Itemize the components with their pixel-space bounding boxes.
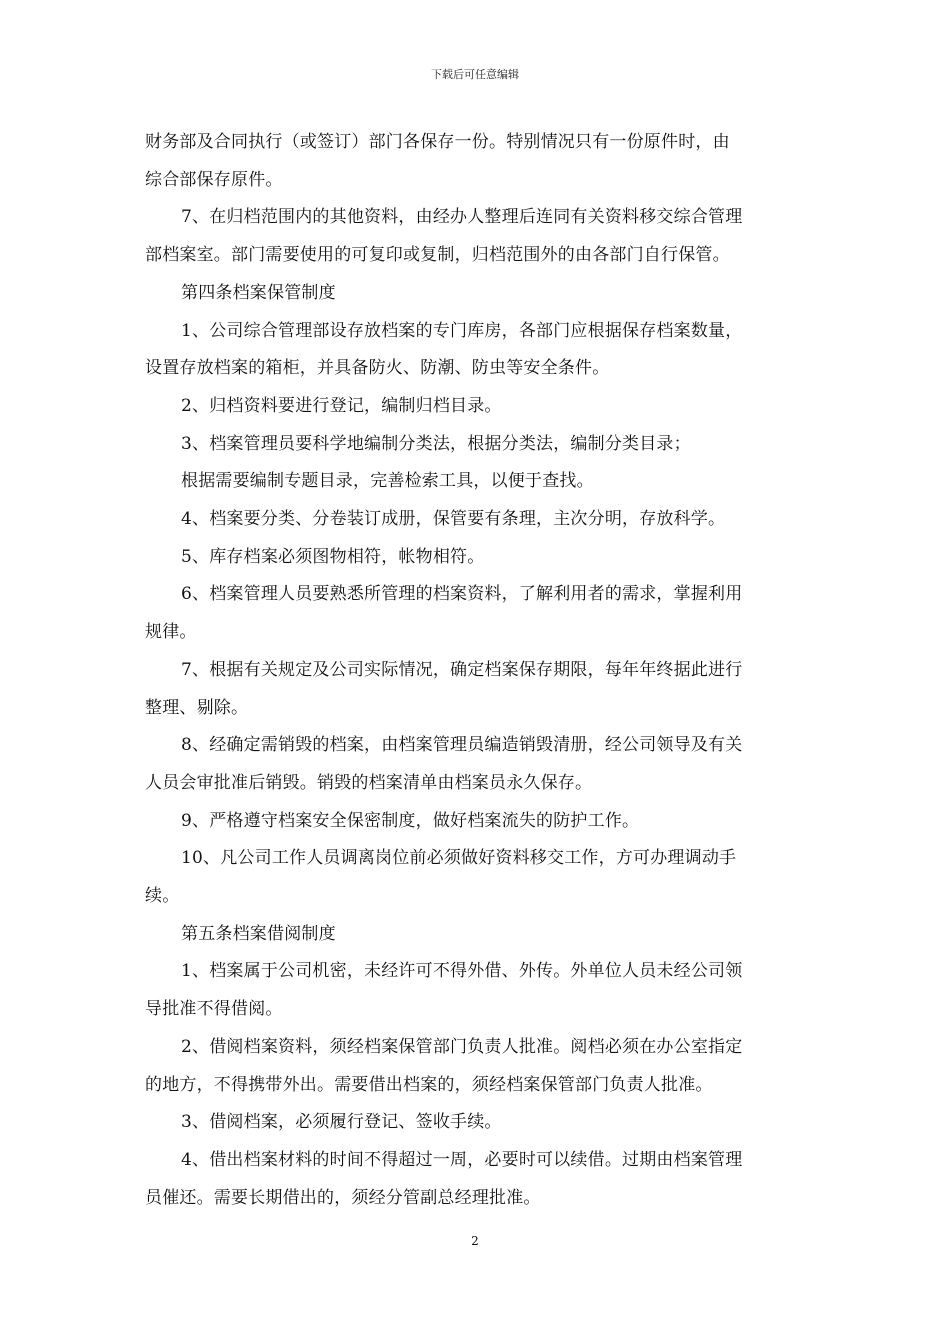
page-number: 2: [471, 1234, 479, 1248]
text-line: 2、借阅档案资料，须经档案保管部门负责人批准。阅档必须在办公室指定: [181, 1036, 743, 1057]
text-line: 7、根据有关规定及公司实际情况，确定档案保存期限，每年年终据此进行: [181, 659, 743, 680]
text-line: 4、借出档案材料的时间不得超过一周，必要时可以续借。过期由档案管理: [181, 1149, 743, 1170]
text-line: 4、档案要分类、分卷装订成册，保管要有条理，主次分明，存放科学。: [181, 509, 726, 530]
text-line: 人员会审批准后销毁。销毁的档案清单由档案员永久保存。: [145, 772, 593, 793]
text-line: 2、归档资料要进行登记，编制归档目录。: [181, 395, 502, 416]
text-line: 部档案室。部门需要使用的可复印或复制，归档范围外的由各部门自行保管。: [145, 245, 730, 266]
text-line: 整理、剔除。: [145, 697, 249, 718]
text-line: 续。: [145, 886, 180, 907]
text-line: 设置存放档案的箱柜，并具备防火、防潮、防虫等安全条件。: [145, 358, 610, 379]
text-line: 8、经确定需销毁的档案，由档案管理员编造销毁清册，经公司领导及有关: [181, 735, 743, 756]
text-line: 员催还。需要长期借出的，须经分管副总经理批准。: [145, 1187, 541, 1208]
text-line: 规律。: [145, 622, 197, 643]
text-line: 9、严格遵守档案安全保密制度，做好档案流失的防护工作。: [181, 810, 640, 831]
section-heading: 第五条档案借阅制度: [181, 923, 336, 944]
text-line: 的地方，不得携带外出。需要借出档案的，须经档案保管部门负责人批准。: [145, 1074, 713, 1095]
text-line: 3、档案管理员要科学地编制分类法，根据分类法，编制分类目录；: [181, 433, 691, 454]
text-line: 财务部及合同执行（或签订）部门各保存一份。特别情况只有一份原件时，由: [145, 132, 730, 152]
text-line: 1、公司综合管理部设存放档案的专门库房，各部门应根据保存档案数量，: [181, 320, 743, 341]
text-line: 7、在归档范围内的其他资料，由经办人整理后连同有关资料移交综合管理: [181, 207, 743, 228]
text-line: 5、库存档案必须图物相符，帐物相符。: [181, 546, 485, 567]
section-heading: 第四条档案保管制度: [181, 282, 336, 303]
text-line: 综合部保存原件。: [145, 169, 283, 190]
text-line: 3、借阅档案，必须履行登记、签收手续。: [181, 1112, 502, 1133]
document-body: [145, 124, 810, 1217]
text-line: 6、档案管理人员要熟悉所管理的档案资料，了解利用者的需求，掌握利用: [181, 584, 743, 605]
text-line: 10、凡公司工作人员调离岗位前必须做好资料移交工作，方可办理调动手: [181, 848, 737, 869]
page-header-note: 下载后可任意编辑: [431, 68, 519, 81]
text-line: 1、档案属于公司机密，未经许可不得外借、外传。外单位人员未经公司领: [181, 961, 743, 982]
text-line: 根据需要编制专题目录，完善检索工具，以便于查找。: [181, 471, 594, 492]
text-line: 导批准不得借阅。: [145, 999, 283, 1020]
